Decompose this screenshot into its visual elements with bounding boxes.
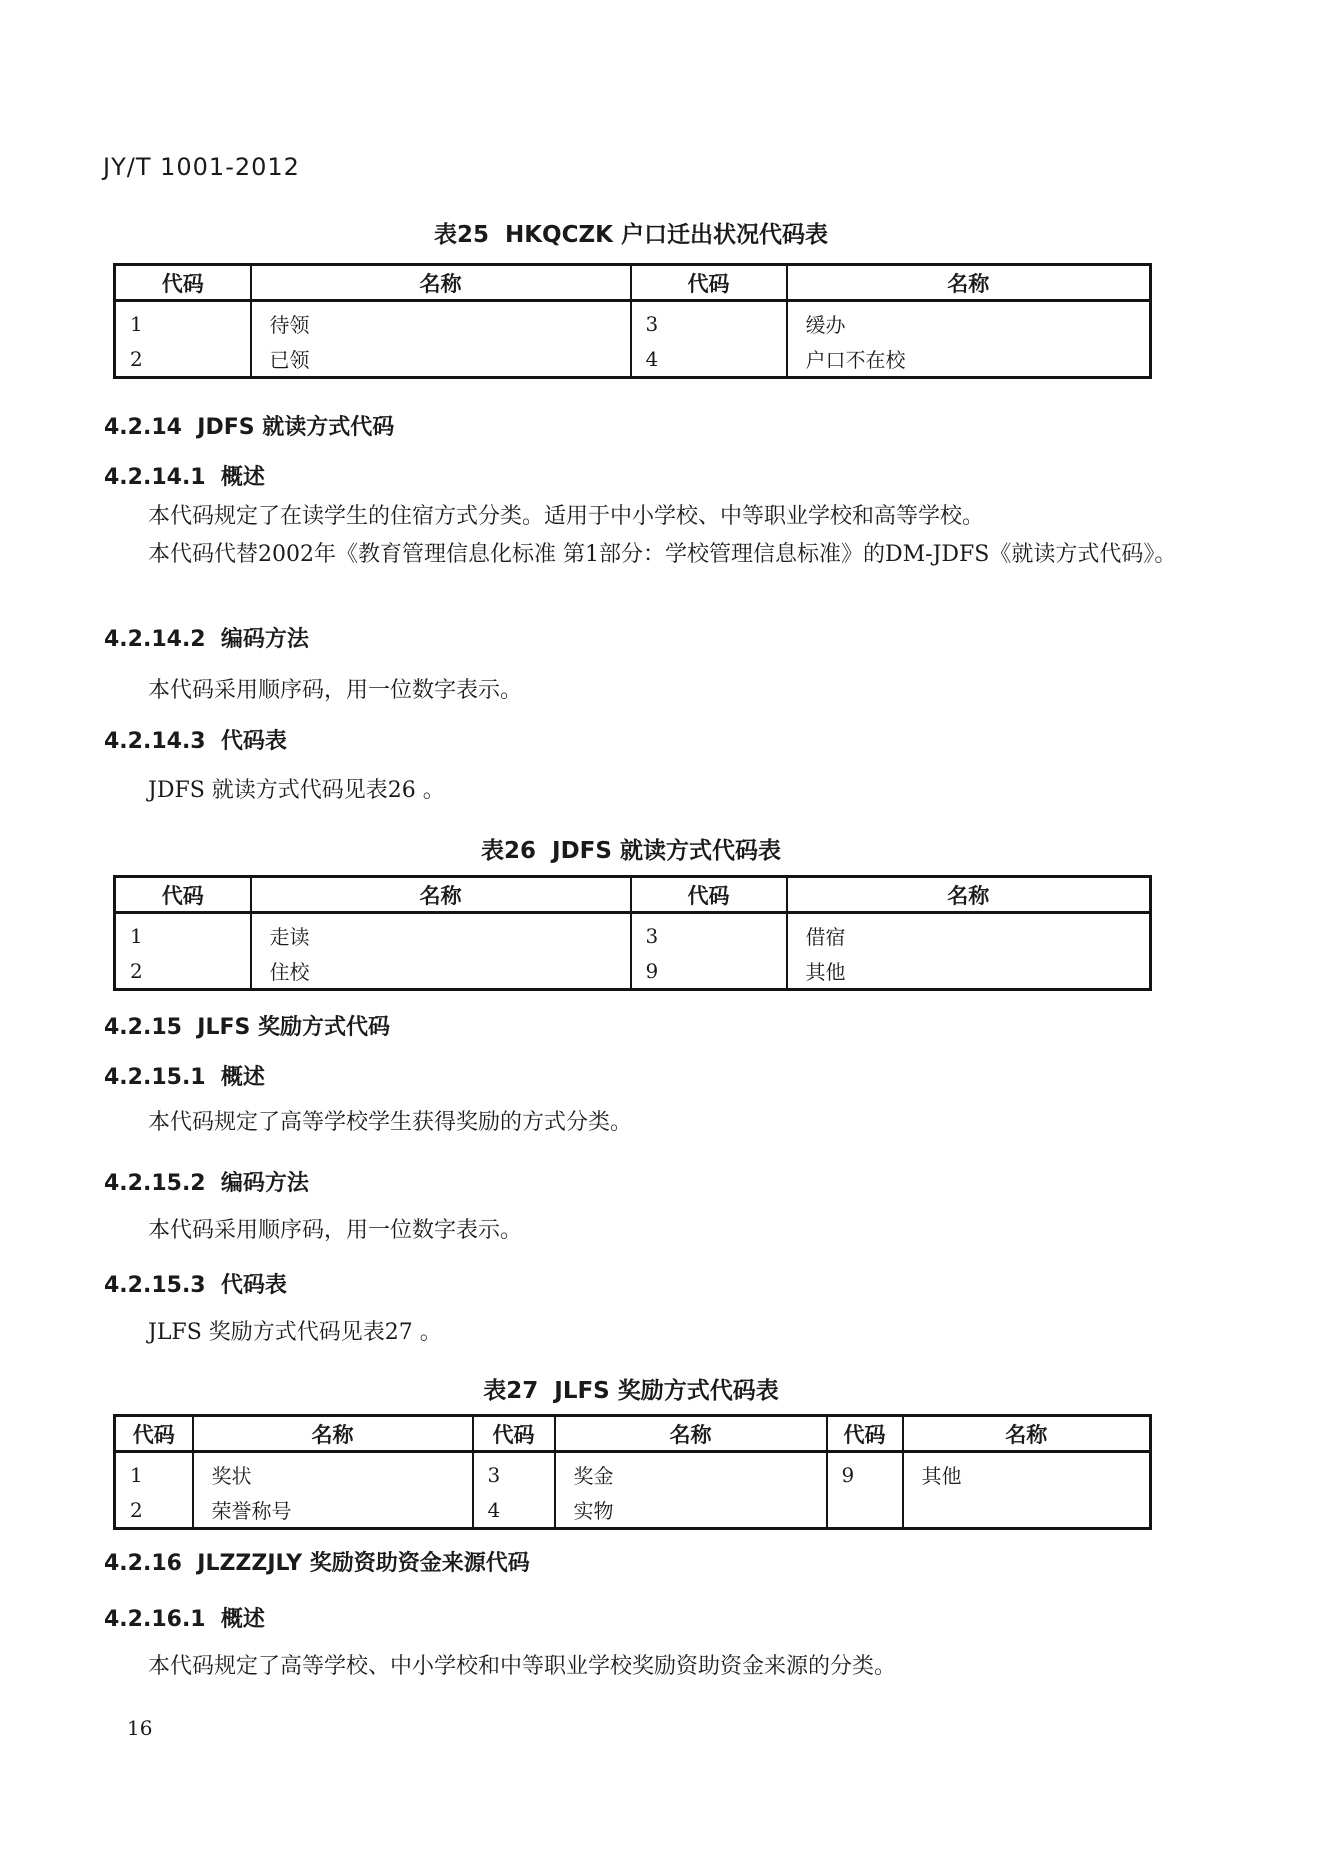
column-header: 名称 [555, 1416, 827, 1452]
code-cell: 9 [827, 1452, 903, 1493]
paragraph: 本代码采用顺序码，用一位数字表示。 [148, 1218, 523, 1243]
section-heading-4-2-15-3: 4.2.15.3 代码表 [104, 1273, 287, 1298]
code-cell: 4 [473, 1492, 555, 1529]
paragraph: 本代码采用顺序码，用一位数字表示。 [148, 678, 523, 703]
code-cell: 3 [631, 301, 787, 342]
name-cell: 其他 [787, 953, 1151, 990]
table-header-row [115, 877, 1151, 913]
section-heading-4-2-14-3: 4.2.14.3 代码表 [104, 729, 287, 754]
name-cell: 已领 [251, 341, 631, 378]
table-row [115, 1492, 1151, 1529]
table-row [115, 301, 1151, 342]
code-cell: 1 [130, 923, 143, 948]
column-header: 代码 [115, 877, 251, 913]
section-heading-4-2-16: 4.2.16 JLZZZJLY 奖励资助资金来源代码 [104, 1551, 530, 1576]
section-heading-4-2-15: 4.2.15 JLFS 奖励方式代码 [104, 1015, 391, 1040]
paragraph: 本代码规定了在读学生的住宿方式分类。适用于中小学校、中等职业学校和高等学校。 [148, 504, 985, 529]
name-cell: 奖金 [555, 1452, 827, 1493]
table25-title: 表25 HKQCZK 户口迁出状况代码表 [433, 222, 829, 248]
section-heading-4-2-16-1: 4.2.16.1 概述 [104, 1607, 265, 1632]
code-cell: 3 [473, 1452, 555, 1493]
column-header: 代码 [473, 1416, 555, 1452]
section-heading-4-2-14: 4.2.14 JDFS 就读方式代码 [104, 415, 395, 440]
table26-title: 表26 JDFS 就读方式代码表 [481, 838, 781, 864]
table-header-row [115, 1416, 1151, 1452]
code-cell: 2 [130, 346, 143, 371]
code-cell: 2 [130, 958, 143, 983]
name-cell: 住校 [251, 953, 631, 990]
column-header: 代码 [631, 877, 787, 913]
section-heading-4-2-14-1: 4.2.14.1 概述 [104, 465, 265, 490]
name-cell: 奖状 [193, 1452, 473, 1493]
code-cell: 1 [130, 1462, 143, 1487]
table-header-row [115, 265, 1151, 301]
name-cell: 缓办 [787, 301, 1151, 342]
page-number: 16 [127, 1716, 153, 1740]
column-header: 名称 [251, 265, 631, 301]
paragraph: JDFS 就读方式代码见表26 。 [148, 778, 445, 803]
table-27 [113, 1414, 1152, 1530]
paragraph: 本代码规定了高等学校学生获得奖励的方式分类。 [148, 1110, 633, 1135]
table27-title: 表27 JLFS 奖励方式代码表 [483, 1378, 779, 1404]
table-26 [113, 875, 1152, 991]
table-row [115, 953, 1151, 990]
name-cell: 其他 [903, 1452, 1151, 1493]
column-header: 名称 [193, 1416, 473, 1452]
column-header: 代码 [115, 265, 251, 301]
name-cell: 户口不在校 [787, 341, 1151, 378]
column-header: 名称 [251, 877, 631, 913]
table-25 [113, 263, 1152, 379]
name-cell: 实物 [555, 1492, 827, 1529]
column-header: 代码 [827, 1416, 903, 1452]
code-cell: 9 [631, 953, 787, 990]
paragraph: 本代码代替2002年《教育管理信息化标准 第1部分：学校管理信息标准》的DM-JDFS《就读方式代码》。 [148, 542, 1177, 567]
section-heading-4-2-15-1: 4.2.15.1 概述 [104, 1065, 265, 1090]
column-header: 名称 [787, 877, 1151, 913]
paragraph: 本代码规定了高等学校、中小学校和中等职业学校奖励资助资金来源的分类。 [148, 1654, 897, 1679]
column-header: 名称 [903, 1416, 1151, 1452]
table-row [115, 913, 1151, 954]
code-cell: 2 [130, 1497, 143, 1522]
name-cell: 走读 [251, 913, 631, 954]
name-cell [903, 1492, 1151, 1529]
standard-doc-code: JY/T 1001-2012 [103, 153, 300, 181]
section-heading-4-2-14-2: 4.2.14.2 编码方法 [104, 627, 309, 652]
table-row [115, 341, 1151, 378]
paragraph: JLFS 奖励方式代码见表27 。 [148, 1320, 442, 1345]
column-header: 名称 [787, 265, 1151, 301]
code-cell: 3 [631, 913, 787, 954]
column-header: 代码 [631, 265, 787, 301]
name-cell: 借宿 [787, 913, 1151, 954]
code-cell: 4 [631, 341, 787, 378]
name-cell: 待领 [251, 301, 631, 342]
section-heading-4-2-15-2: 4.2.15.2 编码方法 [104, 1171, 309, 1196]
code-cell [827, 1492, 903, 1529]
name-cell: 荣誉称号 [193, 1492, 473, 1529]
code-cell: 1 [130, 311, 143, 336]
column-header: 代码 [115, 1416, 193, 1452]
table-row [115, 1452, 1151, 1493]
